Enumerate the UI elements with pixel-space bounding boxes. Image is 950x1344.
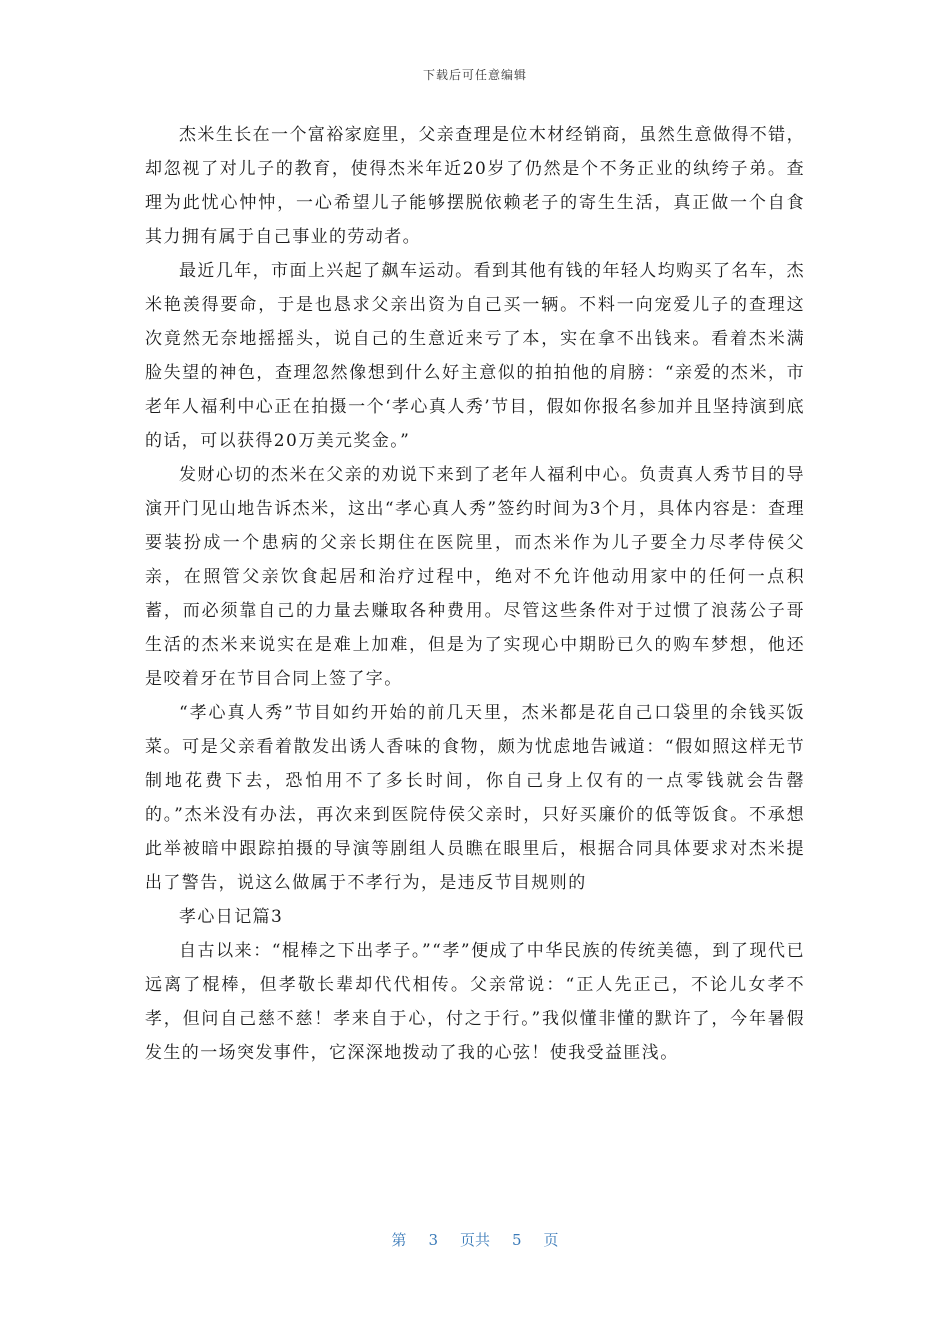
paragraph: 杰米生长在一个富裕家庭里，父亲查理是位木材经销商，虽然生意做得不错，却忽视了对儿子的教育，使得杰米年近20岁了仍然是个不务正业的纨绔子弟。查理为此忧心忡忡，一心希望儿子能够摆脱依赖老子的寄生生活，真正做一个自食其力拥有属于自己事业的劳动者。 <box>145 125 805 247</box>
page-header: 下载后可任意编辑 <box>422 68 527 82</box>
footer-middle: 页共 <box>459 1231 490 1249</box>
paragraph: 发财心切的杰米在父亲的劝说下来到了老年人福利中心。负责真人秀节目的导演开门见山地告诉杰米，这出“孝心真人秀”签约时间为3个月，具体内容是：查理要装扮成一个患病的父亲长期住在医院里，而杰米作为儿子要全力尽孝侍侯父亲，在照管父亲饮食起居和治疗过程中，绝对不允许他动用家中的任何一点积蓄，而必须靠自己的力量去赚取各种费用。尽管这些条件对于过惯了浪荡公子哥生活的杰米来说实在是难上加难，但是为了实现心中期盼已久的购车梦想，他还是咬着牙在节目合同上签了字。 <box>145 465 805 689</box>
paragraph: “孝心真人秀”节目如约开始的前几天里，杰米都是花自己口袋里的余钱买饭菜。可是父亲看着散发出诱人香味的食物，颇为忧虑地告诫道：“假如照这样无节制地花费下去，恐怕用不了多长时间，你自己身上仅有的一点零钱就会告罄的。”杰米没有办法，再次来到医院侍侯父亲时，只好买廉价的低等饭食。不承想此举被暗中跟踪拍摄的导演等剧组人员瞧在眼里后，根据合同具体要求对杰米提出了警告，说这么做属于不孝行为，是违反节目规则的 <box>145 703 805 893</box>
current-page-number: 3 <box>428 1231 438 1249</box>
paragraph: 自古以来：“棍棒之下出孝子。”“孝”便成了中华民族的传统美德，到了现代已远离了棍棒，但孝敬长辈却代代相传。父亲常说：“正人先正己，不论儿女孝不孝，但问自己慈不慈！孝来自于心，付之于行。”我似懂非懂的默许了，今年暑假发生的一场突发事件，它深深地拨动了我的心弦！使我受益匪浅。 <box>145 941 805 1063</box>
document-body <box>145 118 805 1070</box>
paragraph: 最近几年，市面上兴起了飙车运动。看到其他有钱的年轻人均购买了名车，杰米艳羡得要命，于是也恳求父亲出资为自己买一辆。不料一向宠爱儿子的查理这次竟然无奈地摇摇头，说自己的生意近来亏了本，实在拿不出钱来。看着杰米满脸失望的神色，查理忽然像想到什么好主意似的拍拍他的肩膀：“亲爱的杰米，市老年人福利中心正在拍摄一个‘孝心真人秀’节目，假如你报名参加并且坚持演到底的话，可以获得20万美元奖金。” <box>145 261 805 451</box>
footer-suffix: 页 <box>543 1231 559 1249</box>
page-footer <box>0 1229 950 1250</box>
total-pages-number: 5 <box>512 1231 522 1249</box>
section-heading: 孝心日记篇3 <box>179 907 284 927</box>
footer-prefix: 第 <box>391 1231 407 1249</box>
